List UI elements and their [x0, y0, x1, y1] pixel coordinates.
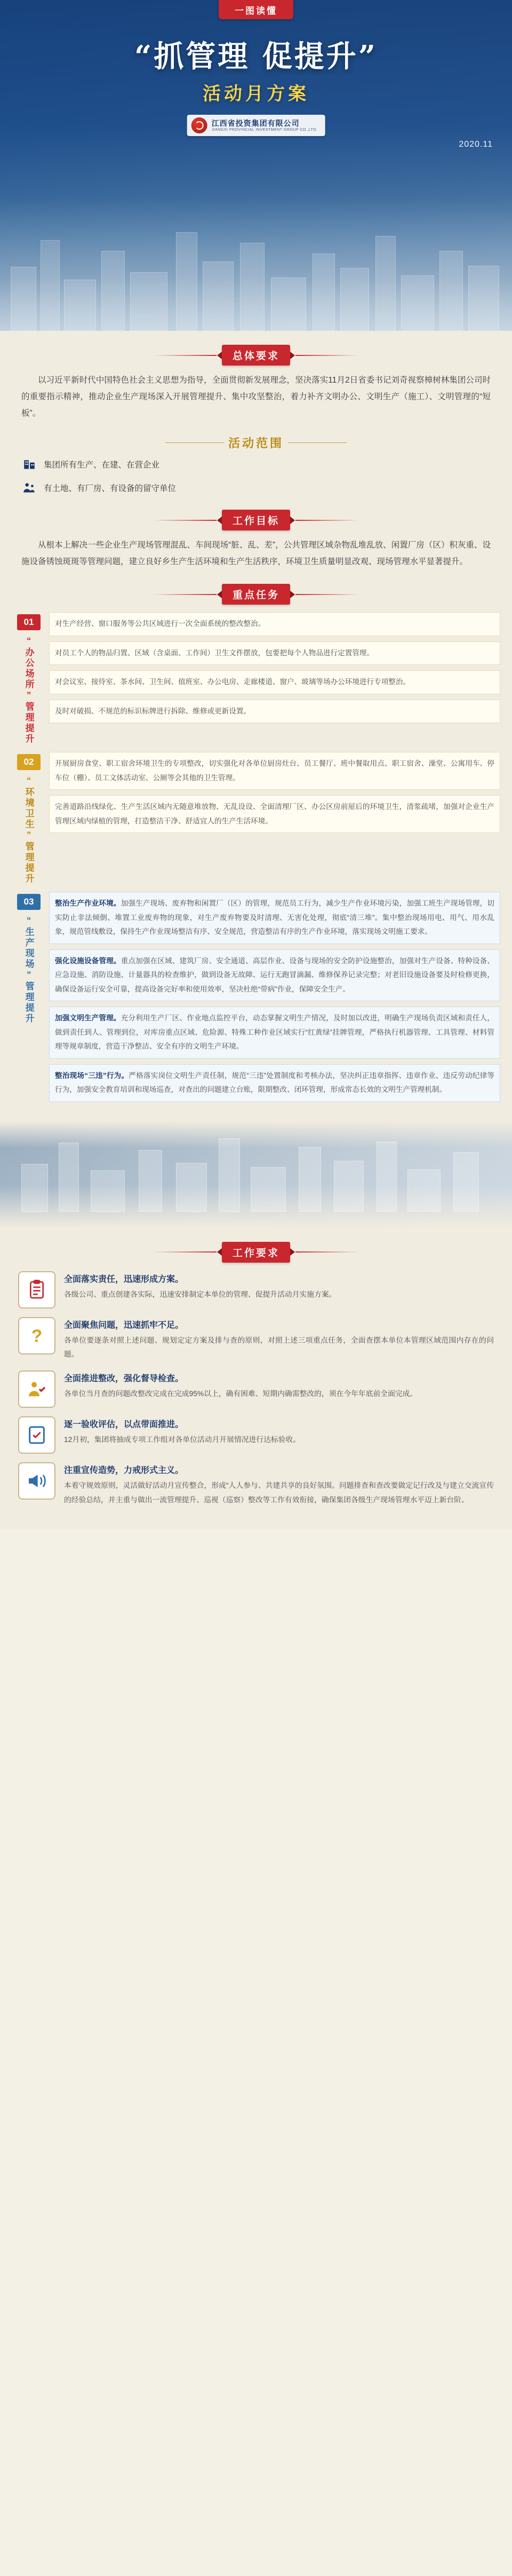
- skyline-decoration: [0, 197, 512, 331]
- requirement-body: [64, 1317, 494, 1362]
- header-rule-left: [153, 1251, 217, 1253]
- requirement-body: [64, 1370, 494, 1401]
- task-item: [49, 949, 500, 1002]
- task-item-text: 重点加强在区域、建筑厂房、安全通道、高层作业、设备与现场的安全防护设施整治，加强对生产设备、特种设备、应急设施、消防设施、计量器具的检查维护，做到设备无故障、运行无跑冒滴漏、维修保养记录完整；对老旧设施设备要及时检修更换，确保设备运行安全可靠，提高设备完好率和使用效率，坚决杜绝“带病”作业，保障安全生产。: [55, 956, 494, 993]
- task-item-text: 严格落实岗位文明生产责任制，规范“三违”处置制度和考核办法，坚决纠正违章指挥、违章作业、违反劳动纪律等行为，加强安全教育培训和现场巡查，对查出的问题建立台账，限期整改、闭环管理，形成常态长效的文明生产管理机制。: [55, 1071, 494, 1093]
- task-02-sidebar: [12, 752, 46, 884]
- requirement-text: 12月初，集团将抽成专项工作组对各单位活动月开展情况进行达标验收。: [64, 1436, 301, 1444]
- page-subtitle: 活动月方案: [203, 84, 309, 104]
- task-item-text: 对员工个人的物品归置、区域（含桌面、工作间）卫生文件摆放，包要把每个人物品进行定置管理。: [49, 641, 500, 665]
- requirement-title: 全面推进整改，强化督导检查。: [64, 1374, 184, 1384]
- header-rule-right: [295, 594, 359, 595]
- header-rule-left: [153, 355, 217, 356]
- task-item-lead: 整治生产作业环境。: [55, 899, 121, 907]
- task-item-text: 对会议室、接待室、茶水间、卫生间、值班室、办公电房、走廊楼道、窗户、玻璃等场办公环境进行专项整治。: [49, 670, 500, 694]
- check-person-icon: [18, 1370, 55, 1408]
- hero-banner: [0, 0, 512, 331]
- requirement-title: 全面落实责任，迅速形成方案。: [64, 1274, 184, 1284]
- task-item-text: 开展厨房食堂、职工宿舍环境卫生的专项整改，切实强化对各单位厨房灶台、员工餐厅、班中餐取用点、职工宿舍、澡堂、公寓用车、停车位（棚）、员工文体活动室、公厕等会其他的卫生管理。: [49, 752, 500, 790]
- requirement-text: 各单位当月查的问题改整改完成在完成95%以上，确有困难、短期内确需整改的，须在今年年底前全面完成。: [64, 1390, 418, 1398]
- overall-requirement-text: 以习近平新时代中国特色社会主义思想为指导，全面贯彻新发展理念，坚决落实11月2日省委书记刘奇视察樟树林集团公司时的重要指示精神，推动企业生产现场深入开展管理提升、集中攻坚整治，着力补齐文明办公、文明生产（施工）、文明管理的“短板”。: [21, 376, 491, 418]
- task-item: [49, 892, 500, 944]
- task-item-lead: 整治现场“三违”行为。: [55, 1071, 129, 1080]
- read-in-one-picture-ribbon: 一图读懂: [219, 0, 293, 19]
- company-name-en: JIANGXI PROVINCIAL INVESTMENT GROUP CO.,LTD.: [211, 128, 318, 132]
- section-header-requirements: [0, 1242, 512, 1263]
- section-header-goal: [0, 510, 512, 530]
- task-number: 01: [17, 614, 41, 630]
- task-item-lead: 强化设施设备管理。: [55, 956, 121, 965]
- requirement-item: [18, 1462, 494, 1508]
- task-02-items: [46, 752, 500, 884]
- task-item-paragraph: [49, 949, 500, 1002]
- task-item-text: 对生产经营、窗口服务等公共区域进行一次全面系统的整改整治。: [49, 612, 500, 636]
- header-rule-right: [295, 1251, 359, 1253]
- requirement-text: 本着守规效原则，灵活做好活动月宣传整合，形成“人人参与、共建共享的良好氛围。问题排查和查改要做定记行改及与建立交流宣传的经验总结，并主重与做出一流管理提升、巡视（巡察）整改等工作有效衔接，确保集团各级生产现场管理水平迈上新台阶。: [64, 1481, 494, 1504]
- task-block-03: [12, 892, 500, 1107]
- header-rule-left: [153, 594, 217, 595]
- task-item: [49, 700, 500, 724]
- task-block-02: [12, 752, 500, 884]
- clipboard-icon: [18, 1271, 55, 1309]
- task-item: [49, 641, 500, 665]
- task-item: [49, 670, 500, 694]
- task-block-01: [12, 612, 500, 744]
- task-vertical-title: “办公场所”管理提升: [23, 636, 34, 744]
- requirement-title: 注重宣传造势，力戒形式主义。: [64, 1466, 184, 1476]
- section-header-scope: [0, 434, 512, 451]
- requirement-body: [64, 1271, 494, 1302]
- section-title-overall: 总体要求: [222, 345, 290, 366]
- task-item-paragraph: [49, 892, 500, 944]
- scope-item: [21, 480, 491, 496]
- task-01-items: [46, 612, 500, 744]
- section-title-keytasks: 重点任务: [222, 584, 290, 605]
- question-icon: [18, 1317, 55, 1354]
- task-item: [49, 752, 500, 790]
- requirement-body: [64, 1416, 494, 1447]
- header-rule-right: [295, 355, 359, 356]
- section-header-overall: [0, 345, 512, 366]
- scope-rule-left: [165, 442, 224, 443]
- requirement-title: 逐一验收评估，以点带面推进。: [64, 1420, 184, 1430]
- task-item: [49, 1064, 500, 1102]
- section-title-goal: 工作目标: [222, 510, 290, 530]
- task-number: 03: [17, 894, 41, 910]
- section-title-requirements: 工作要求: [222, 1242, 290, 1263]
- requirement-text: 各级公司、重点创建各实际，迅速安排制定本单位的管理、促提升活动月实施方案。: [64, 1290, 337, 1298]
- company-logo-bar: [187, 115, 325, 136]
- requirement-item: [18, 1317, 494, 1362]
- goal-text: 从根本上解决一些企业生产现场管理混乱、车间现场“脏、乱、差”，公共管理区域杂物乱堆乱放、闲置厂房（区）积灰重、设施设备锈蚀斑斑等管理问题，建立良好乡生产生活环境和生产生活秩序，环境卫生质量明显改观、现场管理水平显著提升。: [21, 541, 491, 566]
- header-rule-left: [153, 520, 217, 521]
- page-title: “抓管理 促提升”: [134, 39, 378, 74]
- list-check-icon: [18, 1416, 55, 1454]
- requirement-title: 全面聚焦问题，迅速抓牢不足。: [64, 1320, 184, 1330]
- task-03-items: [46, 892, 500, 1107]
- task-item-paragraph: [49, 1064, 500, 1102]
- publication-date: 2020.11: [459, 140, 493, 149]
- scope-rule-right: [288, 442, 347, 443]
- task-number: 02: [17, 754, 41, 770]
- task-03-sidebar: [12, 892, 46, 1107]
- requirement-item: [18, 1370, 494, 1408]
- section-title-scope: 活动范围: [228, 437, 284, 450]
- task-item: [49, 1006, 500, 1059]
- task-vertical-title: “生产现场”管理提升: [23, 915, 34, 1024]
- company-logo-icon: [191, 117, 207, 133]
- task-item-text: 加强生产现场、废弃物和闲置厂（区）的管理，规范员工行为，减少生产作业环境污染，加强工班生产现场管理，切实防止非法倾倒、堆置工业废弃物的现象，对生产废弃物要及时清理、无害化处理，彻底“清三堆”。集中整治现场用电、用气、用水乱象，规范管线敷设，保持生产作业现场整洁有序、安全规范，营造整洁有序的生产作业环境，落实现场文明施工要求。: [55, 899, 494, 936]
- task-item-lead: 加强文明生产管理。: [55, 1014, 121, 1022]
- header-rule-right: [295, 520, 359, 521]
- building-icon: [21, 456, 37, 472]
- requirement-text: 各单位要逐条对照上述问题、规划定定方案及排与查的原则，对照上述三项重点任务，全面查摆本单位本管理区域范围内存在的问题。: [64, 1336, 494, 1359]
- requirement-body: [64, 1462, 494, 1508]
- scope-item-label: 集团所有生产、在建、在营企业: [44, 461, 160, 470]
- task-item-text: 充分利用生产厂区、作业地点监控平台，动态掌握文明生产情况，及时加以改进，明确生产现场负责区域和责任人，做到责任到人、管理到位，对库房重点区域、危险源、特殊工种作业区域实行“红黄绿”挂牌管理，严格执行机器管理、工具管理、材料管理等规章制度，营造干净整洁、安全有序的文明生产环境。: [55, 1014, 494, 1050]
- people-land-icon: [21, 480, 37, 496]
- section-header-keytasks: [0, 584, 512, 605]
- requirement-item: [18, 1416, 494, 1454]
- city-band-decoration: [0, 1121, 512, 1228]
- task-01-sidebar: [12, 612, 46, 744]
- megaphone-icon: [18, 1462, 55, 1500]
- task-item-text: 及时对破损、不规范的标识标牌进行拆除、维修或更新设置。: [49, 700, 500, 724]
- task-item-paragraph: [49, 1006, 500, 1059]
- task-vertical-title: “环境卫生”管理提升: [23, 775, 34, 884]
- footer-spacer: [0, 1508, 512, 1529]
- svg-text:?: ?: [31, 1326, 43, 1346]
- requirement-item: [18, 1271, 494, 1309]
- scope-item: [21, 456, 491, 472]
- task-item-text: 完善道路沿线绿化、生产生活区域内无随意堆放物、无乱设设、全面清理厂区、办公区房前屋后的环境卫生，清浆疏堵，加强对企业生产管理区域内绿植的管理，打造整洁干净、舒适宜人的生产生活环境。: [49, 795, 500, 833]
- company-name-cn: 江西省投资集团有限公司: [211, 119, 300, 128]
- task-item: [49, 612, 500, 636]
- task-item: [49, 795, 500, 833]
- scope-list: [21, 456, 491, 496]
- scope-item-label: 有土地、有厂房、有设备的留守单位: [44, 484, 177, 493]
